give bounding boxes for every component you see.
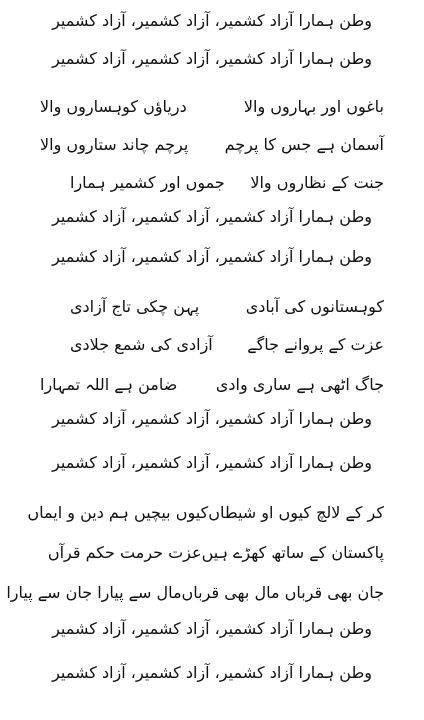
refrain-line [0,42,424,76]
verse-right-half: پاکستان کے ساتھ کھڑے ہیں [201,543,384,562]
verse-left-half: مال سے پیارا جان سے پیارا [6,583,182,602]
refrain-text: وطن ہمارا آزاد کشمیر، آزاد کشمیر، آزاد کشمیر [52,409,372,428]
verse-line [0,166,424,200]
verse-line [0,576,424,610]
verse-right-half: باغوں اور بہاروں والا [243,97,384,116]
verse-right-half: آسمان ہے جس کا پرچم [224,135,384,154]
verse-left-half: عزت حرمت حکم قرآں [47,543,202,562]
verse-left-half: آزادی کی شمع جلادی [70,335,213,354]
refrain-text: وطن ہمارا آزاد کشمیر، آزاد کشمیر، آزاد کشمیر [52,207,372,226]
refrain-text: وطن ہمارا آزاد کشمیر، آزاد کشمیر، آزاد کشمیر [52,663,372,682]
verse-left-half: دریاؤں کوہساروں والا [40,97,187,116]
verse-left-half: جموں اور کشمیر ہمارا [70,173,225,192]
refrain-text: وطن ہمارا آزاد کشمیر، آزاد کشمیر، آزاد کشمیر [52,11,372,30]
refrain-line [0,240,424,274]
verse-line [0,536,424,570]
verse-left-half: ضامن ہے اللہ تمہارا [40,375,178,394]
refrain-line [0,656,424,690]
refrain-text: وطن ہمارا آزاد کشمیر، آزاد کشمیر، آزاد کشمیر [52,453,372,472]
verse-line [0,128,424,162]
verse-line [0,368,424,402]
verse-right-half: جان بھی قرباں مال بھی قرباں [181,583,384,602]
refrain-line [0,4,424,38]
verse-right-half: جاگ اٹھی ہے ساری وادی [215,375,384,394]
refrain-line [0,200,424,234]
verse-left-half: کیوں بیچیں ہم دین و ایماں [27,503,209,522]
verse-right-half: کر کے لالچ کیوں او شیطاں [208,503,384,522]
refrain-text: وطن ہمارا آزاد کشمیر، آزاد کشمیر، آزاد کشمیر [52,49,372,68]
verse-left-half: پرچم چاند ستاروں والا [40,135,189,154]
refrain-line [0,612,424,646]
verse-right-half: جنت کے نظاروں والا [250,173,384,192]
verse-line [0,328,424,362]
refrain-line [0,446,424,480]
verse-right-half: کوہستانوں کی آبادی [245,297,384,316]
verse-right-half: عزت کے پروانے جاگے [247,335,384,354]
refrain-text: وطن ہمارا آزاد کشمیر، آزاد کشمیر، آزاد کشمیر [52,247,372,266]
verse-line [0,496,424,530]
refrain-line [0,402,424,436]
verse-line [0,90,424,124]
verse-left-half: پہن چکی تاج آزادی [70,297,200,316]
refrain-text: وطن ہمارا آزاد کشمیر، آزاد کشمیر، آزاد کشمیر [52,619,372,638]
verse-line [0,290,424,324]
